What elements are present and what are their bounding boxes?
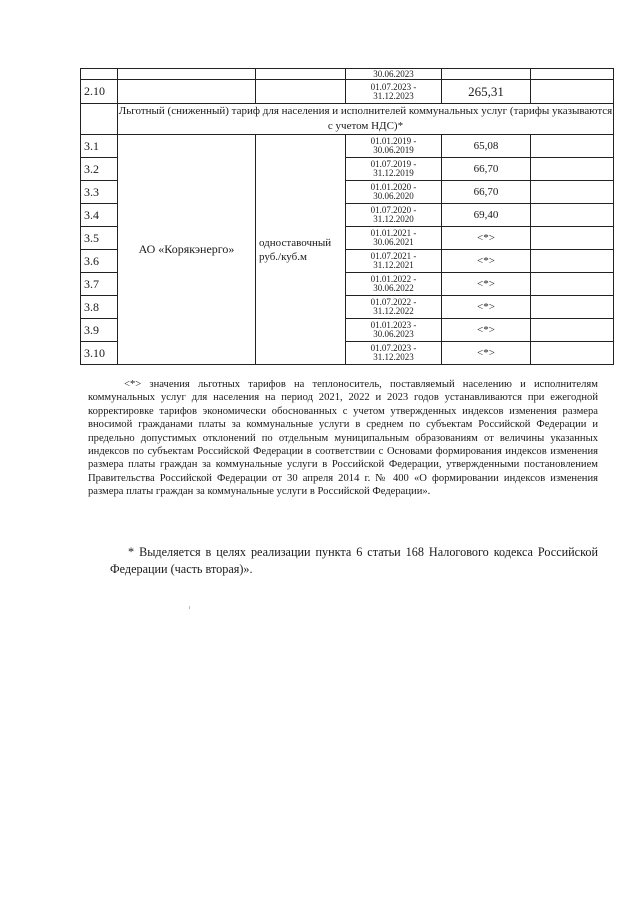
tariff-unit: одноставочный руб./куб.м (256, 135, 346, 365)
scan-mark (189, 606, 190, 609)
period-cell (346, 296, 442, 319)
tariff-value: 65,08 (442, 135, 531, 158)
tariff-value: 66,70 (442, 158, 531, 181)
period-to: 31.12.2021 (373, 260, 414, 270)
period-cell (346, 342, 442, 365)
row-number: 3.2 (81, 158, 118, 181)
period-cell (346, 80, 442, 104)
row-number: 3.10 (81, 342, 118, 365)
period-cell (346, 273, 442, 296)
table-row (81, 69, 614, 80)
period-from: 01.07.2019 - (370, 159, 417, 169)
tariff-value: 69,40 (442, 204, 531, 227)
period-from: 01.07.2020 - (370, 205, 417, 215)
section-header-row (81, 104, 614, 135)
period-cell (346, 135, 442, 158)
tariff-value: <*> (442, 319, 531, 342)
period-to: 30.06.2022 (373, 283, 414, 293)
organization-name: АО «Корякэнерго» (118, 135, 256, 365)
period-from: 01.01.2019 - (370, 136, 417, 146)
row-number: 2.10 (81, 80, 118, 104)
row-number: 3.5 (81, 227, 118, 250)
table-row (81, 80, 614, 104)
tariff-value: 265,31 (442, 80, 531, 104)
period-from: 01.07.2022 - (370, 297, 417, 307)
period-from: 01.07.2023 - (370, 81, 417, 92)
tariff-value: <*> (442, 296, 531, 319)
period-to: 30.06.2020 (373, 191, 414, 201)
period-to: 31.12.2023 (373, 352, 414, 362)
row-number: 3.8 (81, 296, 118, 319)
period-from: 01.01.2021 - (370, 228, 417, 238)
period-from: 01.01.2022 - (370, 274, 417, 284)
period-to: 30.06.2019 (373, 145, 414, 155)
tariff-value: <*> (442, 342, 531, 365)
period-to: 31.12.2022 (373, 306, 414, 316)
row-number: 3.4 (81, 204, 118, 227)
tariff-value (442, 69, 531, 80)
period-to: 31.12.2023 (373, 90, 414, 101)
row-number: 3.6 (81, 250, 118, 273)
period-to: 30.06.2023 (373, 329, 414, 339)
period-to: 31.12.2019 (373, 168, 414, 178)
period-from: 01.01.2023 - (370, 320, 417, 330)
tariff-value: <*> (442, 273, 531, 296)
period-cell (346, 227, 442, 250)
period-cell (346, 204, 442, 227)
row-number (81, 69, 118, 80)
period-from: 01.01.2020 - (370, 182, 417, 192)
row-number: 3.7 (81, 273, 118, 296)
footnote: * Выделяется в целях реализации пункта 6 статьи 168 Налогового кодекса Российской Федерации (часть вторая)». (110, 545, 598, 576)
row-number: 3.3 (81, 181, 118, 204)
tariff-value: <*> (442, 227, 531, 250)
period-from: 01.07.2021 - (370, 251, 417, 261)
tariff-value: 66,70 (442, 181, 531, 204)
section-header: Льготный (сниженный) тариф для населения и исполнителей коммунальных услуг (тарифы указываются с учетом НДС)* (118, 104, 614, 135)
tariff-table (80, 68, 614, 365)
period-cell (346, 69, 442, 80)
period-cell (346, 250, 442, 273)
period-from: 01.07.2023 - (370, 343, 417, 353)
period-to: 30.06.2021 (373, 237, 414, 247)
period-to: 31.12.2020 (373, 214, 414, 224)
tariff-note: <*> значения льготных тарифов на теплоноситель, поставляемый населению и исполнителям коммунальных услуг для населения на период 2021, 2022 и 2023 годов устанавливаются при ежегодной корректировке тарифов экономически обоснованных с учетом утвержденных индексов изменения размера вносимой гражданами платы за коммунальные услуги в среднем по субъектам Российской Федерации и предельно допустимых отклонений по отдельным муниципальным образованиям от величины указанных индексов по субъектам Российской Федерации в соответствии с Основами формирования индексов изменения размера платы граждан за коммунальные услуги в Российской Федерации, утвержденными постановлением Правительства Российской Федерации от 30 апреля 2014 г. № 400 «О формировании индексов изменения размера платы граждан за коммунальные услуги в Российской Федерации». (88, 379, 598, 498)
period-cell (346, 319, 442, 342)
period-cell (346, 158, 442, 181)
row-number: 3.1 (81, 135, 118, 158)
row-number: 3.9 (81, 319, 118, 342)
period-cell (346, 181, 442, 204)
tariff-value: <*> (442, 250, 531, 273)
table-row (81, 135, 614, 158)
period-from: 30.06.2023 (373, 68, 414, 79)
